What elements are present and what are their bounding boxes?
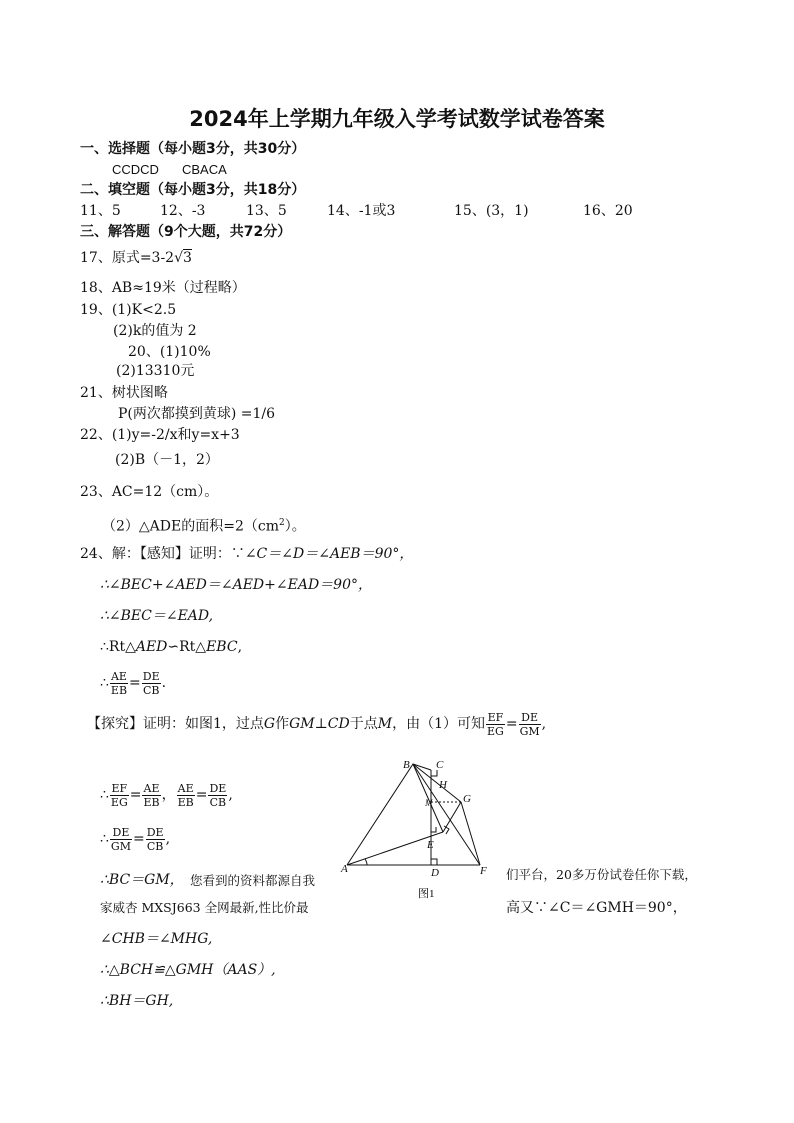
right-angle-e xyxy=(431,827,436,832)
numerator: DE xyxy=(110,826,132,840)
angle-mark-a xyxy=(365,859,367,865)
q24-line7: ∴ $\frac{EF}{EG}$ = $\frac{AE}{EB}$ ， $\frac{AE}{EB}$ = $\frac{DE}{CB}$ , xyxy=(100,781,233,809)
q24-line1-a: 24、解：【感知】证明：∵ xyxy=(80,546,245,562)
q20-part1: 20、(1)10% xyxy=(128,344,211,360)
q24-line4-e: , xyxy=(237,639,243,655)
point-m: M xyxy=(377,716,393,732)
fraction-ef-eg xyxy=(486,711,505,738)
q24-line4-a: ∴Rt△ xyxy=(100,639,136,655)
denominator: EB xyxy=(143,795,160,809)
label-a: A xyxy=(341,863,348,875)
explore-text-4: ，由（1）可知 xyxy=(392,716,485,732)
therefore-symbol: ∴ xyxy=(100,675,109,691)
point-g: G xyxy=(263,716,276,732)
separator: ， xyxy=(161,787,176,803)
segment-gf xyxy=(461,802,480,865)
fill-answer-14: 14、-1或3 xyxy=(327,203,396,219)
denominator: CB xyxy=(142,683,160,697)
numerator: EF xyxy=(487,710,504,724)
q24-line1-b: ∠C＝∠D＝∠AEB＝90°， xyxy=(244,546,414,562)
q24-line9: ∴BC＝GM， xyxy=(100,872,184,888)
geometry-figure xyxy=(335,752,505,907)
q22-part2: (2)B（－1，2） xyxy=(115,452,219,468)
fraction-de-cb xyxy=(142,670,161,697)
therefore-symbol: ∴ xyxy=(100,787,109,803)
q21-part1: 21、树状图略 xyxy=(80,385,168,401)
q24-line4-b: AED xyxy=(135,639,168,655)
q23-part2-text: （2）△ADE的面积=2（cm xyxy=(102,518,279,535)
denominator: EG xyxy=(110,795,128,809)
page-title: 2024年上学期九年级入学考试数学试卷答案 xyxy=(189,107,605,131)
fill-answer-13: 13、5 xyxy=(246,203,287,219)
q18-answer: 18、AB≈19米（过程略） xyxy=(80,280,246,296)
label-m: M xyxy=(425,798,433,808)
explore-text: 【探究】证明：如图1，过点 xyxy=(87,716,264,732)
q24-line2: ∴∠BEC+∠AED＝∠AED+∠EAD＝90°， xyxy=(100,577,372,593)
numerator: DE xyxy=(209,781,227,795)
section-heading-choice: 一、选择题（每小题3分，共30分） xyxy=(80,141,306,157)
figure-caption: 图1 xyxy=(418,888,435,900)
q23-part2 xyxy=(102,514,306,536)
denominator: EB xyxy=(110,683,128,697)
section-heading-solve: 三、解答题（9个大题，共72分） xyxy=(80,224,292,240)
q19-part1: 19、(1)K<2.5 xyxy=(80,302,177,318)
fraction-ae-eb xyxy=(110,670,128,697)
fraction xyxy=(110,782,129,809)
equals-sign: = xyxy=(129,675,141,691)
q17-answer xyxy=(80,249,192,267)
watermark-text-left: 您看到的资料都源自我 xyxy=(190,873,316,888)
label-g: G xyxy=(463,793,471,805)
q24-line4-c: ∽Rt△ xyxy=(167,639,207,655)
q24-line12: ∴△BCH≌△GMH（AAS）, xyxy=(100,962,276,978)
segment-ab-bc xyxy=(347,764,431,865)
numerator: EF xyxy=(111,781,128,795)
fraction xyxy=(142,782,160,809)
fraction xyxy=(177,782,195,809)
q23-part2-end: ）。 xyxy=(284,518,306,535)
sqrt-sign: √ xyxy=(174,250,184,266)
q17-radicand: 3 xyxy=(183,250,192,266)
denominator: CB xyxy=(209,795,227,809)
denominator: GM xyxy=(110,839,131,853)
fill-answer-11: 11、5 xyxy=(80,203,121,219)
fill-answer-15: 15、(3，1) xyxy=(454,203,529,219)
explore-text-3: 于点 xyxy=(349,716,378,732)
comma: , xyxy=(541,716,547,732)
denominator: GM xyxy=(519,724,540,738)
right-angle-d xyxy=(431,859,437,865)
q17-prefix: 17、原式=3-2 xyxy=(80,250,175,266)
section-heading-fill: 二、填空题（每小题3分，共18分） xyxy=(80,182,306,198)
label-b: B xyxy=(403,759,410,771)
fraction-de-gm xyxy=(519,711,541,738)
label-f: F xyxy=(480,865,487,877)
numerator: AE xyxy=(110,669,127,683)
therefore-symbol: ∴ xyxy=(100,831,109,847)
choice-answers-1: CCDCD xyxy=(112,162,159,177)
fraction xyxy=(208,782,227,809)
choice-answers-2: CBACA xyxy=(182,162,227,177)
fraction xyxy=(110,826,132,853)
label-h: H xyxy=(439,779,447,791)
q24-line11: ∠CHB＝∠MHG, xyxy=(100,931,213,947)
label-e: E xyxy=(427,839,434,851)
fill-answer-12: 12、-3 xyxy=(160,203,206,219)
comma: , xyxy=(165,831,171,847)
fraction xyxy=(146,826,165,853)
q21-part2: P(两次都摸到黄球) =1/6 xyxy=(118,406,276,422)
explore-text-2: 作 xyxy=(275,716,290,732)
q24-line4-d: EBC xyxy=(206,639,238,655)
numerator: DE xyxy=(519,711,541,725)
watermark-text-right: 们平台，20多万份试卷任你下载， xyxy=(506,867,697,882)
q24-line4 xyxy=(100,638,242,656)
period: . xyxy=(161,675,167,691)
label-d: D xyxy=(431,867,439,879)
watermark-text-left-2: 家威杏 MXSJ663 全网最新,性比价最 xyxy=(100,900,309,915)
q23-part1: 23、AC=12（cm）。 xyxy=(80,484,219,500)
q24-line10: 高又∵∠C＝∠GMH＝90°， xyxy=(506,900,687,916)
q19-part2: (2)k的值为 2 xyxy=(113,323,197,339)
numerator: AE xyxy=(143,781,160,795)
denominator: EG xyxy=(487,724,504,738)
q23-superscript: 2 xyxy=(278,518,285,528)
comma: , xyxy=(228,787,233,803)
q24-line5 xyxy=(100,668,166,698)
q24-line8: ∴ $\frac{DE}{GM}$ = $\frac{DE}{CB}$ , xyxy=(100,825,171,853)
q24-line6: 【探究】证明：如图1，过点G作GM⊥CD于点M，由（1）可知 $\frac{EF}{EG}$ = $\frac{DE}{GM}$ , xyxy=(87,710,547,738)
q22-part1: 22、(1)y=-2/x和y=x+3 xyxy=(80,427,240,443)
numerator: DE xyxy=(142,669,160,683)
numerator: DE xyxy=(146,825,164,839)
denominator: CB xyxy=(146,839,164,853)
q20-part2: (2)13310元 xyxy=(116,363,195,379)
q24-line1 xyxy=(80,545,413,563)
q24-line3: ∴∠BEC＝∠EAD, xyxy=(100,608,214,624)
q24-line13: ∴BH＝GH, xyxy=(100,993,174,1009)
denominator: EB xyxy=(177,795,194,809)
fill-answer-16: 16、20 xyxy=(583,203,633,219)
label-c: C xyxy=(436,759,444,771)
numerator: AE xyxy=(177,781,194,795)
gm-perp-cd: GM⊥CD xyxy=(289,716,350,732)
